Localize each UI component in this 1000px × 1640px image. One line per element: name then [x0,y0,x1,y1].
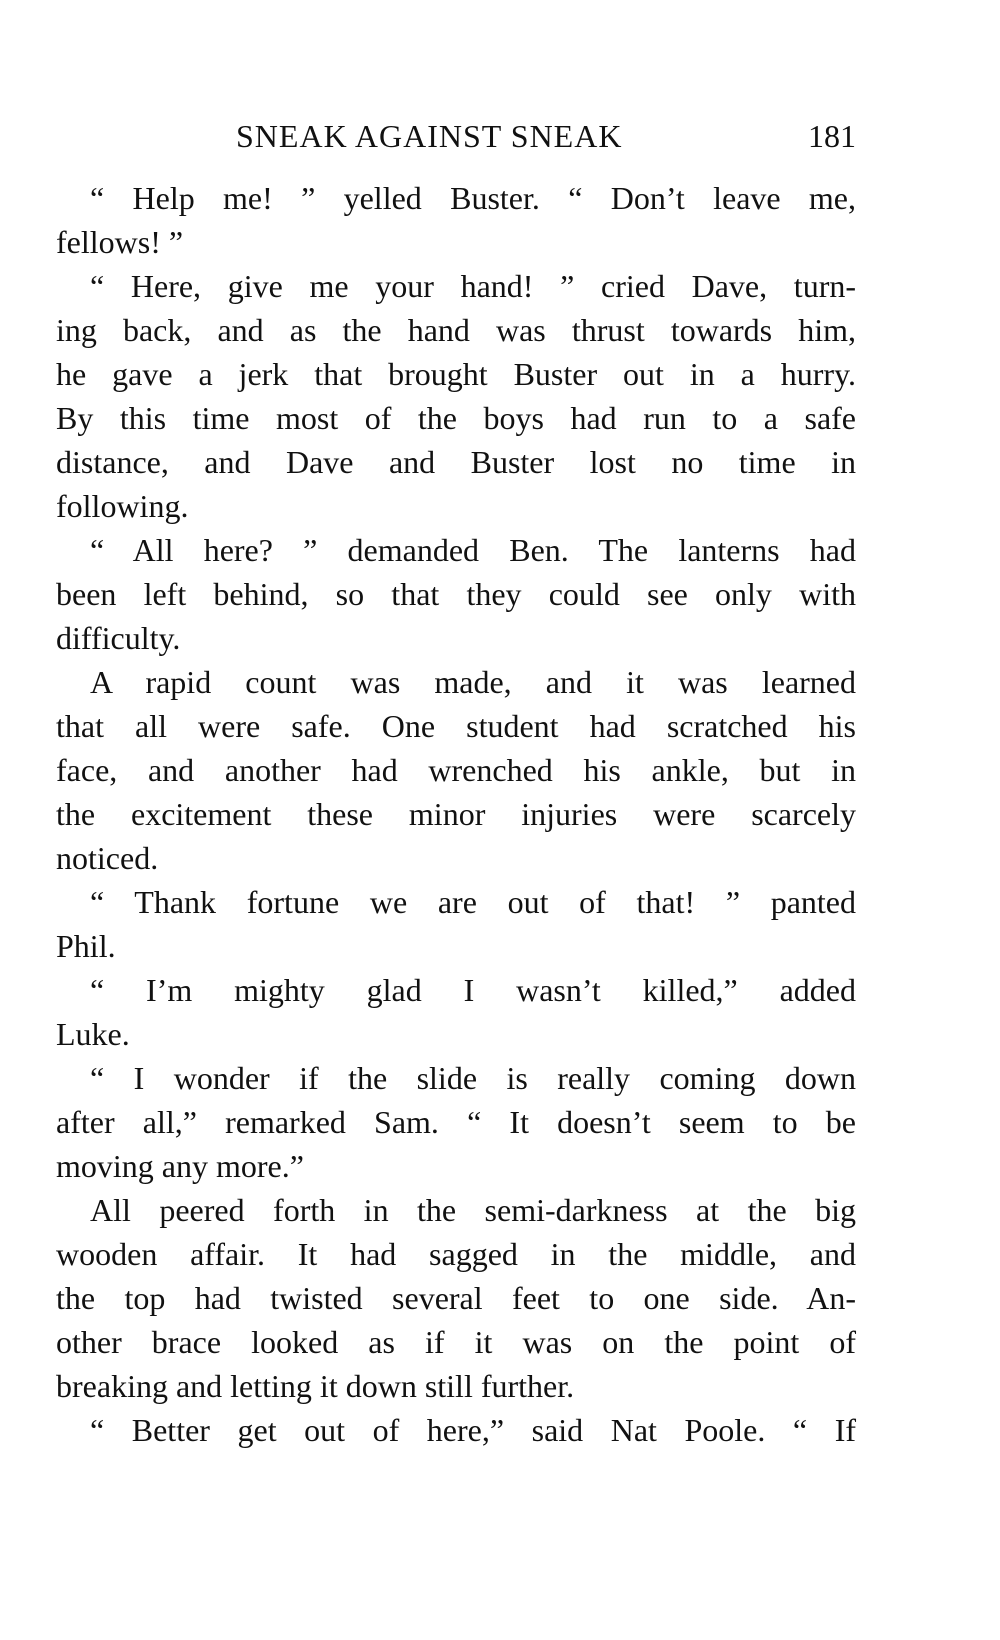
text-line: By this time most of the boys had run to a safe [56,400,856,436]
text-line: breaking and letting it down still further. [56,1368,575,1404]
body-text [56,176,856,1452]
text-line: been left behind, so that they could see only with [56,576,856,612]
page-number: 181 [808,118,856,154]
text-line: “ Better get out of here,” said Nat Poole. “ If [90,1412,856,1448]
text-line: “ Help me! ” yelled Buster. “ Don’t leave me, [90,180,856,216]
text-line: face, and another had wrenched his ankle, but in [56,752,856,788]
text-line: Phil. [56,928,116,964]
text-line: he gave a jerk that brought Buster out in a hurry. [56,356,856,392]
text-line: following. [56,488,189,524]
text-line: All peered forth in the semi-darkness at the big [90,1192,856,1228]
text-line: moving any more.” [56,1148,304,1184]
text-line: ing back, and as the hand was thrust towards him, [56,312,856,348]
text-line: A rapid count was made, and it was learned [90,664,856,700]
text-line: other brace looked as if it was on the point of [56,1324,856,1360]
text-line: noticed. [56,840,159,876]
running-head: SNEAK AGAINST SNEAK [236,118,623,154]
text-line: “ Here, give me your hand! ” cried Dave, turn- [90,268,856,304]
text-line: that all were safe. One student had scratched his [56,708,856,744]
text-line: Luke. [56,1016,130,1052]
text-line: difficulty. [56,620,181,656]
text-line: “ I’m mighty glad I wasn’t killed,” added [90,972,856,1008]
text-line: “ Thank fortune we are out of that! ” panted [90,884,856,920]
text-line: distance, and Dave and Buster lost no time in [56,444,856,480]
text-line: “ All here? ” demanded Ben. The lanterns had [90,532,856,568]
text-line: “ I wonder if the slide is really coming down [90,1060,856,1096]
text-line: after all,” remarked Sam. “ It doesn’t seem to be [56,1104,856,1140]
text-line: the top had twisted several feet to one side. An- [56,1280,856,1316]
text-line: fellows! ” [56,224,184,260]
page-header [56,118,856,158]
text-line: wooden affair. It had sagged in the middle, and [56,1236,856,1272]
text-line: the excitement these minor injuries were scarcely [56,796,856,832]
